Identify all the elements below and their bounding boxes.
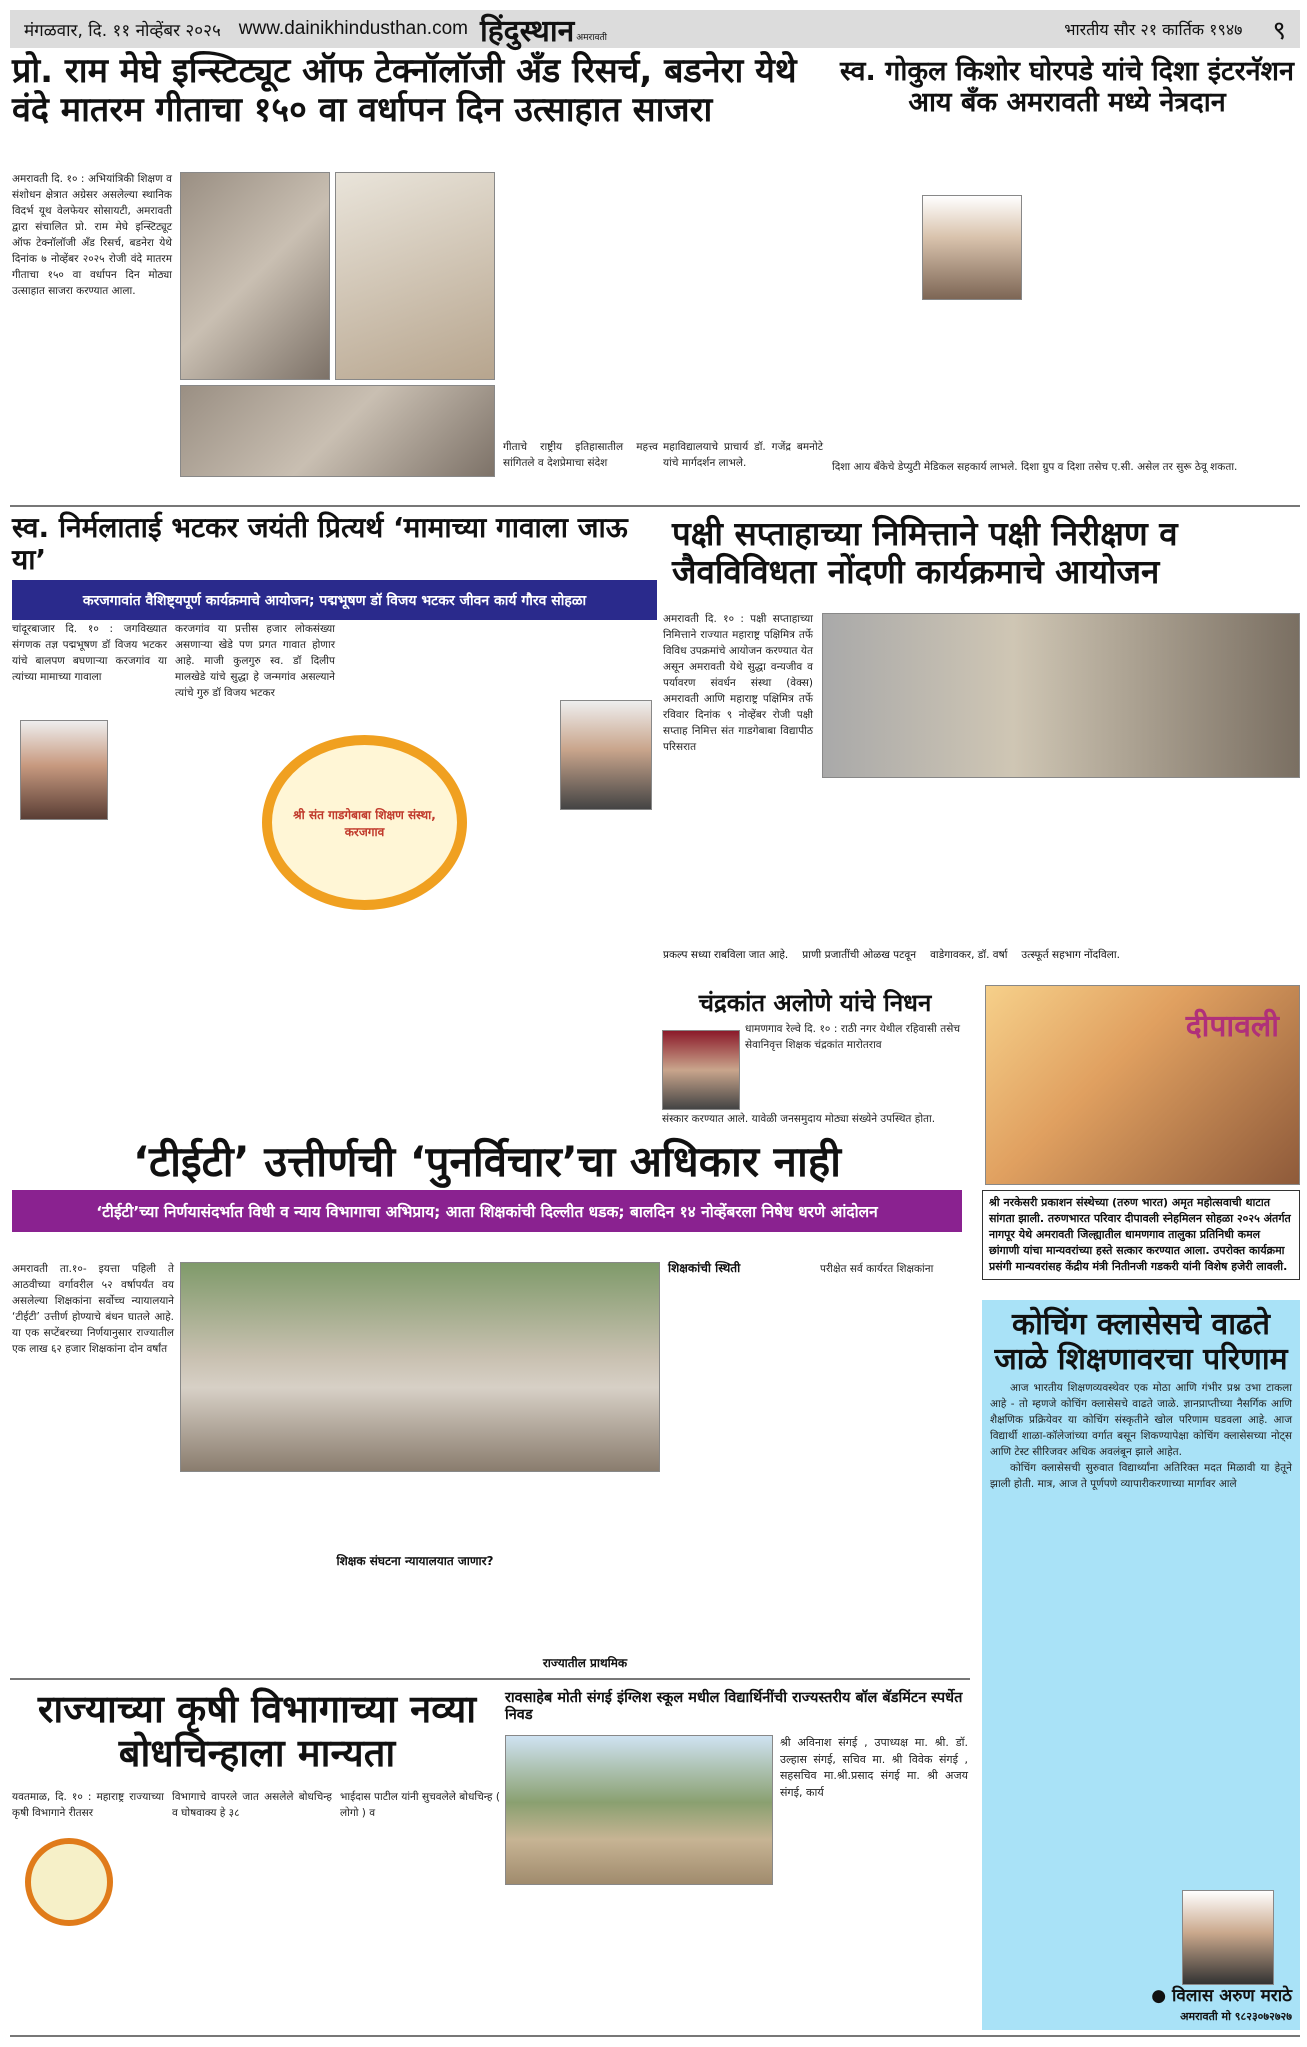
saka-date: भारतीय सौर २१ कार्तिक १९४७	[1064, 20, 1243, 39]
story9-headline: रावसाहेब मोती संगई इंग्लिश स्कूल मधील विद्यार्थिनींची राज्यस्तरीय बॉल बॅडमिंटन स्पर्धेत निवड	[505, 1690, 963, 1723]
page-number: ९	[1272, 16, 1286, 46]
author-name-text: विलास अरुण मराठे	[1172, 1986, 1292, 2006]
author-photo	[1182, 1890, 1274, 1985]
author-name: ● विलास अरुण मराठे	[1151, 1986, 1292, 2006]
story6-body: अमरावती ता.१०- इयत्ता पहिली ते आठवीच्या वर्गावरील ५२ वर्षापर्यंत वय असलेल्या शिक्षकांना सर्वोच्च न्यायालयाने ‘टीईटी’ उत्तीर्ण होण्याचे बंधन घातले आहे. या एक सप्टेंबरच्या निर्णयानुसार राज्यातील एक लाख ६२ हजार शिक्षकांना दोन वर्षांत	[12, 1263, 174, 1355]
story4-line: प्रकल्प सध्या राबविला जात आहे.	[663, 949, 789, 961]
story6-headline: ‘टीईटी’ उत्तीर्णची ‘पुनर्विचार’चा अधिकार नाही	[133, 1137, 841, 1186]
portrait-photo	[560, 700, 652, 810]
story6-subhead: राज्यातील प्राथमिक	[542, 1656, 628, 1670]
story4-line: प्राणी प्रजातींची ओळख पटवून	[802, 949, 917, 961]
story1-body-end2: महाविद्यालयाचे प्राचार्य डॉ. गजेंद्र बमनोटे यांचे मार्गदर्शन लाभले.	[663, 441, 823, 469]
story6-header-block	[12, 1138, 962, 1232]
story1-body: अमरावती दि. १० : अभियांत्रिकी शिक्षण व संशोधन क्षेत्रात अग्रेसर असलेल्या स्थानिक विदर्भ यूथ वेलफेयर सोसायटी, अमरावती द्वारा संचालित प्रो. राम मेघे इन्स्टिट्यूट ऑफ टेक्नॉलॉजी अँड रिसर्च, बडनेरा येथे दिनांक ७ नोव्हेंबर २०२५ रोजी वंदे मातरम गीताचा १५० वा वर्धापन दिन मोठ्या उत्साहात साजरा करण्यात आला.	[12, 173, 172, 297]
badminton-team-photo	[505, 1735, 773, 1885]
story3-header-block	[12, 512, 657, 620]
story3-body2: करजगांव या प्रत्तीस हजार लोकसंख्या असणाऱ्या खेडे पण प्रगत गावात होणार आहे. माजी कुलगुरु स्व. डॉ दिलीप मालखेडे यांचे सुद्धा हे जन्मगांव असल्याने त्यांचे गुरु डॉ विजय भटकर	[175, 623, 335, 699]
story1-body-end: गीताचे राष्ट्रीय इतिहासातील महत्त्व सांगितले व देशप्रेमाचा संदेश	[503, 441, 658, 469]
story6-subhead: शिक्षक संघटना न्यायालयात जाणार?	[336, 1554, 494, 1568]
hall-photo	[335, 172, 495, 380]
website-link[interactable]: www.dainikhindusthan.com	[238, 18, 468, 39]
story4-line: उत्स्फूर्त सहभाग नोंदविला.	[1021, 949, 1120, 961]
story6-banner: ‘टीईटी’च्या निर्णयासंदर्भात विधी व न्याय विभागाचा अभिप्राय; आता शिक्षकांची दिल्लीत धडक; बालदिन १४ नोव्हेंबरला निषेध धरणे आंदोलन	[12, 1190, 962, 1232]
institution-logo	[262, 735, 467, 910]
felicitation-photo	[985, 985, 1300, 1185]
edition-label: अमरावती	[576, 33, 608, 43]
issue-date: मंगळवार, दि. ११ नोव्हेंबर २०२५	[24, 20, 221, 41]
story4-body: अमरावती दि. १० : पक्षी सप्ताहाच्या निमित्ताने राज्यात महाराष्ट्र पक्षिमित्र तर्फे विविध उपक्रमांचे आयोजन करण्यात येत असून अमरावती येथे सुद्धा वन्यजीव व पर्यावरण संवर्धन संस्था (वेक्स) अमरावती आणि महाराष्ट्र पक्षिमित्र तर्फे रविवार दिनांक ९ नोव्हेंबर रोजी पक्षी सप्ताह निमित्त संत गाडगेबाबा विद्यापीठ परिसरात	[663, 613, 813, 753]
story3-body: चांदूरबाजार दि. १० : जगविख्यात संगणक तज्ञ पद्मभूषण डॉ विजय भटकर यांचे बालपण बघणाऱ्या करजगांव या त्यांच्या मामाच्या गावाला	[12, 623, 167, 683]
photo-sign: दीपावली	[1185, 1009, 1279, 1044]
story2-headline: स्व. गोकुल किशोर घोरपडे यांचे दिशा इंटरनॅशन आय बँक अमरावती मध्ये नेत्रदान	[839, 56, 1295, 119]
story7-body2: कोचिंग क्लासेसची सुरुवात विद्यार्थ्यांना अतिरिक्त मदत मिळावी या हेतूने झाली होती. मात्र, आज ते पूर्णपणे व्यापारीकरणाच्या मार्गावर आले	[990, 1461, 1292, 1490]
story5-body: धामणगाव रेल्वे दि. १० : राठी नगर येथील रहिवासी तसेच सेवानिवृत्त शिक्षक चंद्रकांत मारोतराव	[745, 1023, 960, 1051]
story1-headline: प्रो. राम मेघे इन्स्टिट्यूट ऑफ टेक्नॉलॉजी अँड रिसर्च, बडनेरा येथे वंदे मातरम गीताचा १५० वा वर्धापन दिन उत्साहात साजरा	[12, 51, 797, 131]
story4-tail	[663, 948, 1303, 963]
newspaper-logo: हिंदुस्थान	[479, 13, 575, 49]
group-photo	[180, 385, 495, 477]
story8-body2: विभागाचे वापरले जात असलेले बोधचिन्ह व घोषवाक्य हे ३८	[172, 1791, 332, 1819]
portrait-photo	[922, 195, 1022, 300]
masthead	[10, 10, 1300, 48]
portrait-photo	[20, 720, 108, 820]
story3-headline: स्व. निर्मलाताई भटकर जयंती प्रित्यर्थ ‘मामाच्या गावाला जाऊ या’	[12, 511, 628, 577]
story4-headline: पक्षी सप्ताहाच्या निमित्ताने पक्षी निरीक्षण व जैवविविधता नोंदणी कार्यक्रमाचे आयोजन	[672, 514, 1178, 591]
story7-body: आज भारतीय शिक्षणव्यवस्थेवर एक मोठा आणि गंभीर प्रश्न उभा टाकला आहे - तो म्हणजे कोचिंग क्लासेसचे वाढते जाळे. ज्ञानप्राप्तीच्या नैसर्गिक आणि शैक्षणिक प्रक्रियेवर या कोचिंग संस्कृतीने खोल परिणाम घडवला आहे. आज विद्यार्थी शाळा-कॉलेजांच्या वर्गात बसून शिकण्यापेक्षा कोचिंग क्लासेसच्या नोट्स आणि टेस्ट सीरिजवर अधिक अवलंबून झाले आहेत.	[990, 1382, 1292, 1458]
story8-headline: राज्याच्या कृषी विभागाच्या नव्या बोधचिन्हाला मान्यता	[37, 1687, 477, 1775]
story5-headline: चंद्रकांत अलोणे यांचे निधन	[698, 989, 932, 1017]
protest-photo	[180, 1262, 660, 1472]
story5-body-end: संस्कार करण्यात आले. यावेळी जनसमुदाय मोठ्या संख्येने उपस्थित होता.	[662, 1113, 936, 1125]
photo-caption: श्री नरकेसरी प्रकाशन संस्थेच्या (तरुण भारत) अमृत महोत्सवाची थाटात सांगता झाली. तरुणभारत परिवार दीपावली स्नेहमिलन सोहळा २०२५ अंतर्गत नागपूर येथे अमरावती जिल्ह्यातील धामणगाव तालुका प्रतिनिधी कमल छांगाणी यांचा मान्यवरांच्या हस्ते सत्कार करण्यात आला. उपरोक्त कार्यक्रमा प्रसंगी मान्यवरांसह केंद्रीय मंत्री नितीनजी गडकरी यांनी विशेष हजेरी लावली.	[982, 1190, 1300, 1280]
divider	[10, 1678, 970, 1680]
story9-body: श्री अविनाश संगई , उपाध्यक्ष मा. श्री. डॉ. उल्हास संगई, सचिव मा. श्री विवेक संगई , सहसचिव मा.श्री.प्रसाद संगई मा. श्री अजय संगई, कार्य	[780, 1736, 968, 1800]
story3-banner: करजगावांत वैशिष्ट्यपूर्ण कार्यक्रमाचे आयोजन; पद्मभूषण डॉ विजय भटकर जीवन कार्य गौरव सोहळा	[12, 580, 657, 620]
divider	[10, 2035, 1300, 2037]
author-contact: अमरावती मो ९८२३०७२७२७	[1180, 2010, 1292, 2023]
logo-text: श्री संत गाडगेबाबा शिक्षण संस्था, करजगाव	[293, 807, 436, 839]
agriculture-logo	[25, 1838, 113, 1926]
story8-body3: भाईदास पाटील यांनी सुचवलेले बोधचिन्ह ( लोगो ) व	[340, 1791, 500, 1819]
story6-subhead: शिक्षकांची स्थिती	[668, 1261, 741, 1275]
portrait-photo	[662, 1030, 740, 1110]
story2-body-end: दिशा आय बँकेचे डेप्युटी मेडिकल सहकार्य लाभले. दिशा ग्रुप व दिशा तसेच ए.सी. असेल तर सुरू ठेवू शकता.	[832, 461, 1238, 473]
story7-headline: कोचिंग क्लासेसचे वाढते जाळे शिक्षणावरचा परिणाम	[994, 1307, 1288, 1377]
speaker-photo	[180, 172, 330, 380]
birders-group-photo	[822, 613, 1300, 778]
divider	[10, 505, 1300, 507]
story4-line: वाडेगावकर, डॉ. वर्षा	[930, 949, 1008, 961]
coaching-column	[982, 1300, 1300, 2030]
story6-body2: परीक्षेत सर्व कार्यरत शिक्षकांना	[820, 1263, 934, 1275]
story8-body: यवतमाळ, दि. १० : महाराष्ट्र राज्याच्या कृषी विभागाने रीतसर	[12, 1791, 164, 1819]
